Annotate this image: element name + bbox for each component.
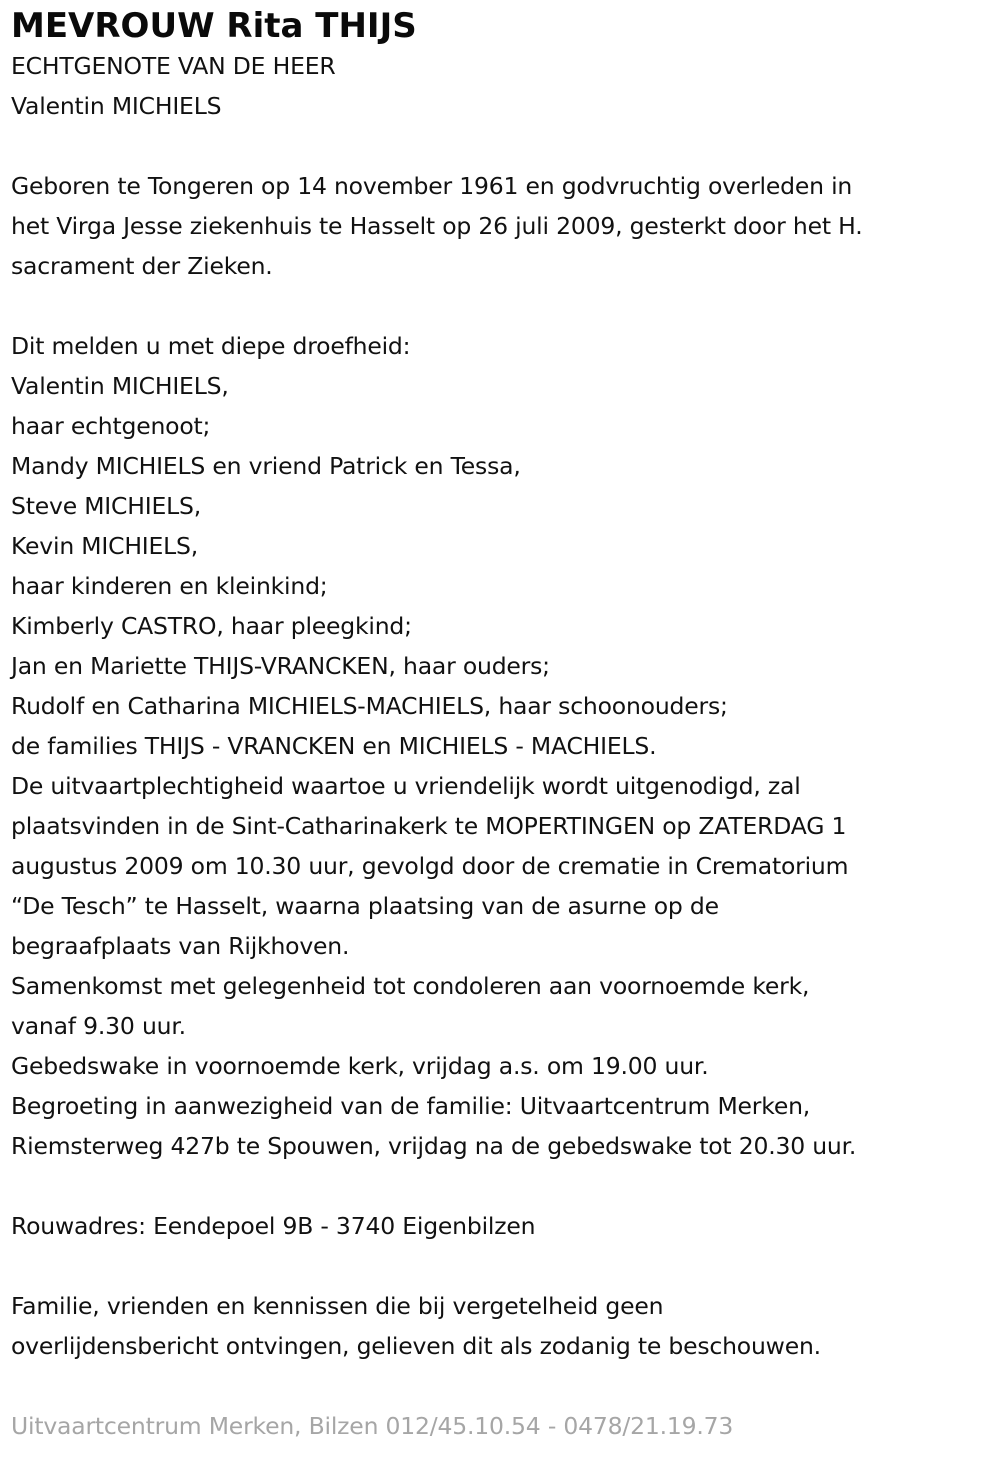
condolence-line: Samenkomst met gelegenheid tot condoleren aan voornoemde kerk, <box>11 972 810 1000</box>
families-line: de families THIJS - VRANCKEN en MICHIELS - MACHIELS. <box>11 732 657 760</box>
funeral-details-line: augustus 2009 om 10.30 uur, gevolgd door de crematie in Crematorium <box>11 852 849 880</box>
vigil-line: Gebedswake in voornoemde kerk, vrijdag a.s. om 19.00 uur. <box>11 1052 709 1080</box>
mourning-address: Rouwadres: Eendepoel 9B - 3740 Eigenbilzen <box>11 1212 536 1240</box>
family-member-line: Mandy MICHIELS en vriend Patrick en Tessa, <box>11 452 521 480</box>
family-member-line: Valentin MICHIELS, <box>11 372 229 400</box>
spouse-name: Valentin MICHIELS <box>11 92 222 120</box>
spouse-label: ECHTGENOTE VAN DE HEER <box>11 52 336 80</box>
spacer <box>11 1246 1000 1286</box>
funeral-details-line: plaatsvinden in de Sint-Catharinakerk te MOPERTINGEN op ZATERDAG 1 <box>11 812 847 840</box>
visitation-line: Riemsterweg 427b te Spouwen, vrijdag na de gebedswake tot 20.30 uur. <box>11 1132 857 1160</box>
family-member-line: Kevin MICHIELS, <box>11 532 199 560</box>
spacer <box>11 126 1000 166</box>
funeral-details-line: “De Tesch” te Hasselt, waarna plaatsing van de asurne op de <box>11 892 719 920</box>
notice-paragraph <box>11 1286 1000 1366</box>
paragraph-line: sacrament der Zieken. <box>11 252 273 280</box>
family-relation-line: haar kinderen en kleinkind; <box>11 572 328 600</box>
funeral-home-footer: Uitvaartcentrum Merken, Bilzen 012/45.10.54 - 0478/21.19.73 <box>11 1412 734 1440</box>
family-member-line: Steve MICHIELS, <box>11 492 201 520</box>
paragraph-line: het Virga Jesse ziekenhuis te Hasselt op 26 juli 2009, gesterkt door het H. <box>11 212 863 240</box>
family-member-line: Rudolf en Catharina MICHIELS-MACHIELS, haar schoonouders; <box>11 692 728 720</box>
funeral-details-line: De uitvaartplechtigheid waartoe u vriendelijk wordt uitgenodigd, zal <box>11 772 801 800</box>
visitation-line: Begroeting in aanwezigheid van de familie: Uitvaartcentrum Merken, <box>11 1092 811 1120</box>
family-relation-line: haar echtgenoot; <box>11 412 211 440</box>
spacer <box>11 1366 1000 1406</box>
announcement-intro: Dit melden u met diepe droefheid: <box>11 332 411 360</box>
spacer <box>11 286 1000 326</box>
condolence-line: vanaf 9.30 uur. <box>11 1012 186 1040</box>
announcement-section <box>11 326 1000 1166</box>
spacer <box>11 1166 1000 1206</box>
paragraph-line: Familie, vrienden en kennissen die bij vergetelheid geen <box>11 1292 664 1320</box>
deceased-name-title: MEVROUW Rita THIJS <box>11 6 417 46</box>
birth-death-paragraph <box>11 166 1000 286</box>
funeral-details-line: begraafplaats van Rijkhoven. <box>11 932 350 960</box>
family-member-line: Jan en Mariette THIJS-VRANCKEN, haar ouders; <box>11 652 550 680</box>
paragraph-line: Geboren te Tongeren op 14 november 1961 en godvruchtig overleden in <box>11 172 853 200</box>
paragraph-line: overlijdensbericht ontvingen, gelieven dit als zodanig te beschouwen. <box>11 1332 821 1360</box>
family-member-line: Kimberly CASTRO, haar pleegkind; <box>11 612 412 640</box>
